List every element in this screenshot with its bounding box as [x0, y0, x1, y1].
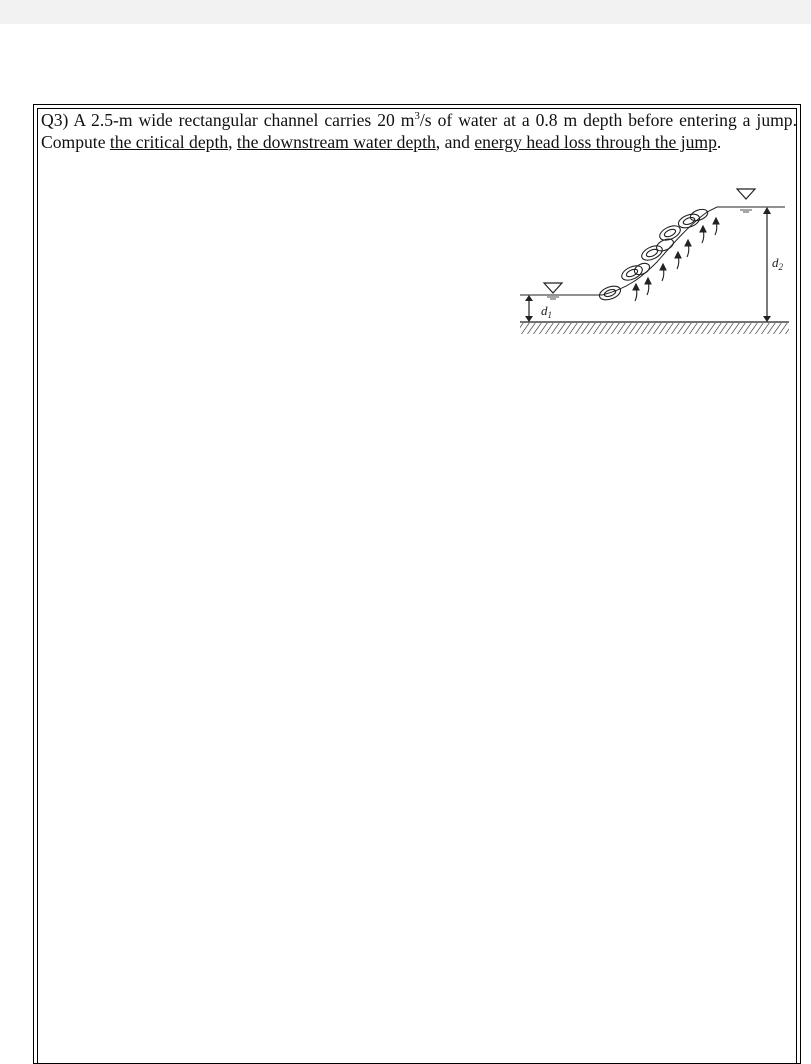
question-text — [41, 109, 797, 153]
top-toolbar-strip — [0, 0, 811, 24]
channel-bed-hatch — [520, 323, 789, 334]
hydraulic-jump-figure — [517, 177, 792, 347]
separator-1: , — [228, 132, 237, 152]
label-d2: $d_2$ — [772, 255, 783, 272]
separator-2: , and — [435, 132, 475, 152]
unit-exponent: 3 — [414, 110, 420, 123]
question-end: . — [716, 132, 722, 152]
label-d1: $d_1$ — [541, 303, 552, 320]
task-downstream-depth: the downstream water depth — [236, 132, 436, 152]
task-energy-head-loss: energy head loss through the jump — [474, 132, 717, 152]
question-body: /s of water at a 0.8 m depth before entering a jump. Compute — [41, 110, 797, 152]
task-critical-depth: the critical depth — [109, 132, 229, 152]
question-box — [33, 104, 801, 1064]
upstream-water-level-icon — [544, 283, 562, 293]
question-number: Q3) — [41, 110, 69, 130]
downstream-water-level-icon — [737, 189, 755, 199]
question-intro: A 2.5-m wide rectangular channel carries 20 m — [68, 110, 415, 130]
jump-rollers — [598, 207, 710, 302]
